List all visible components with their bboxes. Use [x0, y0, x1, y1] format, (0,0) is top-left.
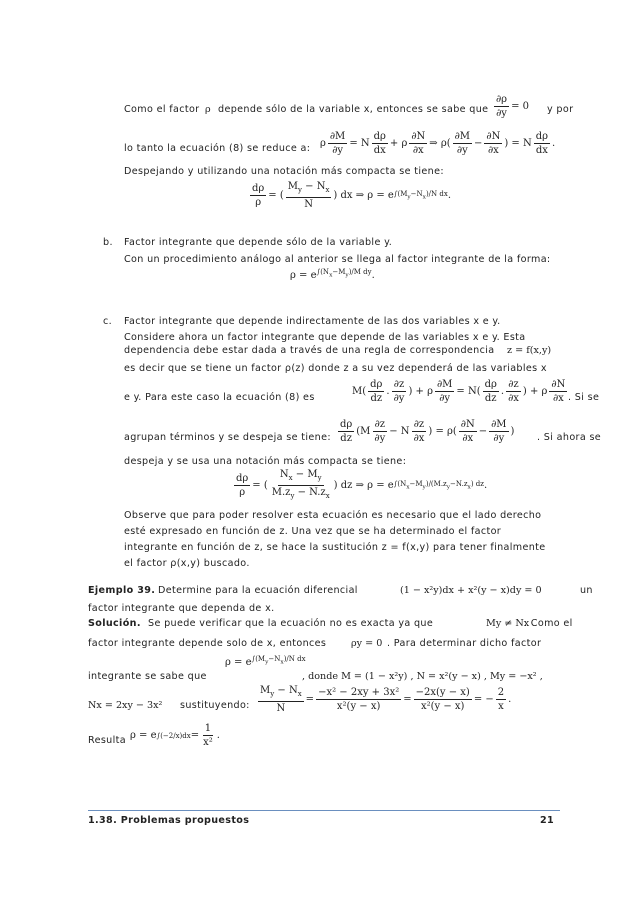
footer-rule	[88, 810, 560, 811]
c-line2: dependencia debe estar dada a través de una regla de correspondencia	[124, 345, 495, 356]
p1-line1-b: depende sólo de la variable x, entonces se sabe que	[218, 104, 489, 115]
b-label: b.	[103, 237, 113, 248]
c-line4: e y. Para este caso la ecuación (8) es	[124, 392, 315, 403]
c-label: c.	[103, 316, 113, 327]
b-title: Factor integrante que depende sólo de la variable y.	[124, 237, 393, 248]
p1-line1-a: Como el factor	[124, 104, 200, 115]
equation-8-z: M( dρ dz . ∂z ∂y ) + ρ ∂M ∂y = N( dρ dz . ∂z ∂x ) + ρ ∂N ∂x	[352, 379, 566, 404]
rho-z-formula: dρ ρ = ( $N_x - M_y$ $M.z_y - N.z_x$ ) dz ⇒ ρ = e $\int(N_x-M_y)/(M.z_y-N.z_x)$ dz .	[236, 469, 488, 500]
example-line1: Determine para la ecuación diferencial	[158, 585, 358, 596]
p1-line3: Despejando y utilizando una notación más compacta se tiene:	[124, 166, 444, 177]
solution-line1-end: . Como el	[524, 618, 573, 629]
c-line5-end: . Si ahora se	[537, 432, 602, 443]
result-eq: ρ = e ∫(−2/x)dx = 1 x² .	[130, 723, 220, 748]
reduced-equation-8: ρ ∂M ∂y = N dρ dx + ρ ∂N ∂x ⇒ ρ( ∂M ∂y − ∂N ∂x ) = N dρ dx .	[320, 131, 556, 156]
page-number: 21	[540, 815, 555, 826]
c-line9: integrante en función de z, se hace la sustitución z = f(x,y) para tener finalmente	[124, 542, 546, 553]
c-line5: agrupan términos y se despeja se tiene:	[124, 432, 331, 443]
solution-line2: factor integrante depende solo de x, entonces	[88, 638, 327, 649]
solution-title: Solución.	[88, 618, 141, 629]
p1-line2-a: lo tanto la ecuación (8) se reduce a:	[124, 143, 311, 154]
example-equation: (1 − x²y)dx + x²(y − x)dy = 0	[400, 585, 542, 596]
rho-y-formula: $\rho = e^{\int(N_x-M_y)/M dy}$.	[290, 268, 375, 282]
rho-x-general: $\rho = e^{\int(M_y-N_x)/N dx}$	[225, 655, 306, 669]
solution-line4-a: Nx = 2xy − 3x²	[88, 700, 163, 711]
solution-line1-eq: My ≠ Nx	[486, 618, 530, 629]
substitution-eq: $M_y - N_x$ N = −x² − 2xy + 3x² x²(y − x) = −2x(y − x) x²(y − x) = − 2 x .	[260, 685, 512, 714]
c-line7: Observe que para poder resolver esta ecuación es necesario que el lado derecho	[124, 510, 542, 521]
partial-rho-y-eq: ∂ρ ∂y = 0	[496, 94, 529, 119]
rho-symbol: ρ	[205, 104, 211, 115]
solution-line2-eq: ρy = 0	[351, 638, 383, 649]
rho-x-formula: dρ ρ = ( $M_y - N_x$ N ) dx ⇒ ρ = e $\int(M_y-N_x)/N$ dx .	[252, 181, 452, 210]
b-text: Con un procedimiento análogo al anterior se llega al factor integrante de la forma:	[124, 254, 551, 265]
c-line4-end: . Si se	[568, 392, 600, 403]
solution-line1: Se puede verificar que la ecuación no es exacta ya que	[148, 618, 434, 629]
c-line6: despeja y se usa una notación más compacta se tiene:	[124, 456, 407, 467]
grouped-terms-eq: dρ dz (M ∂z ∂y − N ∂z ∂x ) = ρ( ∂N ∂x − ∂M ∂y )	[340, 419, 515, 444]
c-line3: es decir que se tiene un factor ρ(z) donde z a su vez dependerá de las variables x	[124, 363, 547, 374]
c-line2-eq: z = f(x,y)	[507, 345, 552, 356]
solution-line4-b: sustituyendo:	[180, 700, 250, 711]
example-line1-end: un	[580, 585, 593, 596]
example-line2: factor integrante que dependa de x.	[88, 603, 275, 614]
c-title: Factor integrante que depende indirectamente de las dos variables x e y.	[124, 316, 501, 327]
solution-line5: Resulta	[88, 735, 126, 746]
p1-line1-c: y por	[547, 104, 574, 115]
solution-line3-mid: , donde M = (1 − x²y) , N = x²(y − x) , My = −x² ,	[302, 671, 543, 682]
example-title: Ejemplo 39.	[88, 585, 156, 596]
solution-line2-end: . Para determinar dicho factor	[387, 638, 542, 649]
c-line8: esté expresado en función de z. Una vez que se ha determinado el factor	[124, 526, 502, 537]
footer-section: 1.38. Problemas propuestos	[88, 815, 250, 826]
solution-line3: integrante se sabe que	[88, 671, 207, 682]
c-line1: Considere ahora un factor integrante que depende de las variables x e y. Esta	[124, 332, 526, 343]
c-line10: el factor ρ(x,y) buscado.	[124, 558, 250, 569]
